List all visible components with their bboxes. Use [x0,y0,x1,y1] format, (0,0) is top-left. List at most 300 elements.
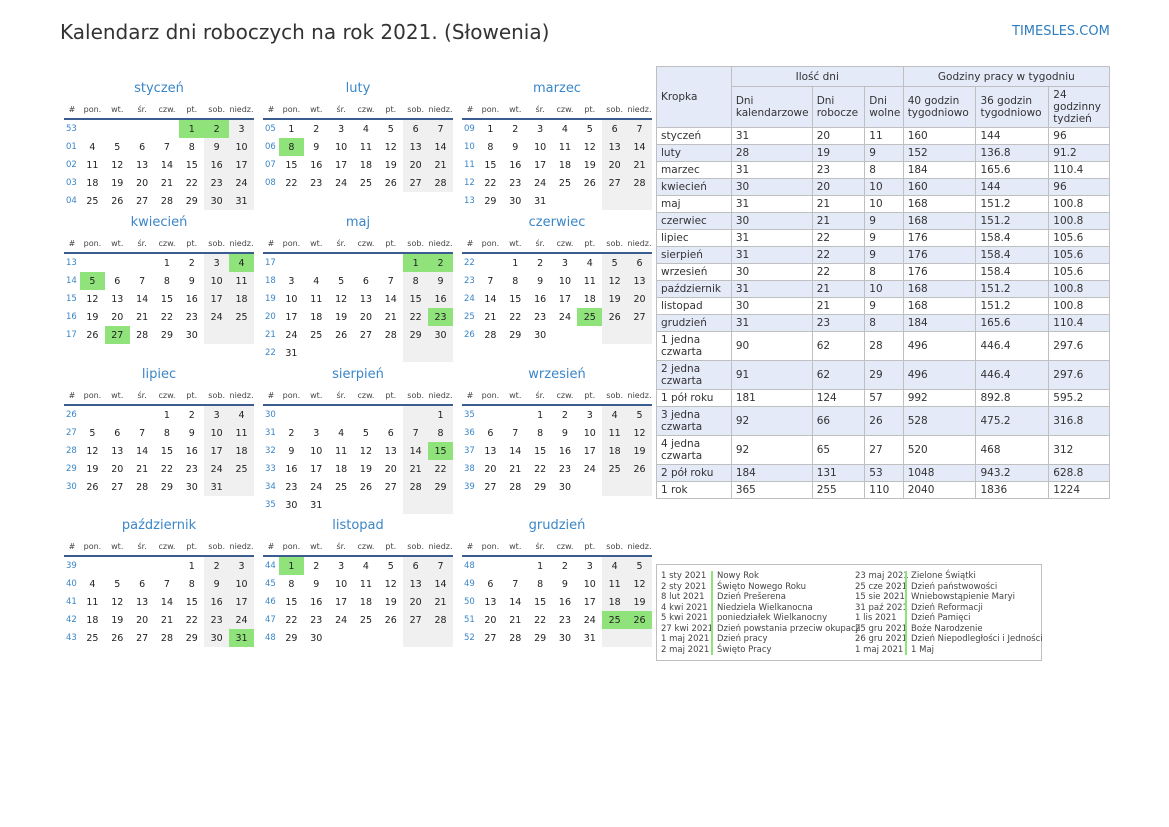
day-cell [279,405,304,424]
day-cell [428,496,453,514]
day-cell: 16 [310,596,323,608]
month-name: listopad [332,518,384,533]
day-cell: 28 [136,481,149,493]
weekday-header-row [64,100,254,119]
weekday-header: czw. [155,234,180,253]
day-cell: 11 [359,578,372,590]
value-cell: 100.8 [1049,196,1110,213]
weekday-header: sob. [204,386,229,405]
value-cell: 151.2 [976,298,1049,315]
day-cell [478,556,503,575]
day-cell: 22 [534,614,547,626]
value-cell: 110.4 [1049,315,1110,332]
day-cell [130,119,155,138]
week-number: 18 [265,276,276,286]
summary-row [657,281,1110,298]
day-cell [478,405,503,424]
holiday-date: 31 paź 2021 [855,602,908,613]
value-cell: 30 [731,179,812,196]
summary-row [657,230,1110,247]
week-number: 28 [66,446,77,456]
period-cell: maj [657,196,732,213]
week-number: 13 [66,258,77,268]
day-cell: 24 [534,177,547,189]
value-cell: 22 [812,230,865,247]
day-cell: 4 [338,427,345,439]
day-cell: 26 [627,460,652,478]
weekday-header: niedz. [229,386,254,405]
weekday-header: wt. [304,100,329,119]
week-number: 06 [265,142,276,152]
day-cell: 23 [310,614,323,626]
week-row [462,290,652,308]
holiday-name: Dzień Pamięci [905,613,971,624]
month-calendar [462,364,652,496]
day-cell [80,405,105,424]
period-cell: luty [657,145,732,162]
day-cell: 29 [484,195,497,207]
day-cell: 24 [204,308,229,326]
day-cell: 15 [428,442,453,460]
day-cell: 4 [362,560,369,572]
day-cell: 6 [362,275,369,287]
week-number: 50 [464,597,475,607]
weekday-header: wt. [503,537,528,556]
weekday-header: śr. [130,537,155,556]
day-cell: 15 [285,159,298,171]
day-cell: 17 [204,290,229,308]
day-cell: 31 [229,629,254,647]
weekday-header: niedz. [627,537,652,556]
day-cell: 9 [428,272,453,290]
day-cell [503,556,528,575]
value-cell: 21 [812,298,865,315]
month-name: styczeń [134,81,184,96]
weekday-header: czw. [155,100,180,119]
value-cell: 131 [812,465,865,482]
day-cell: 9 [512,141,519,153]
day-cell: 23 [204,611,229,629]
month-calendar [64,78,254,210]
holiday-item [661,613,860,624]
value-cell: 28 [731,145,812,162]
day-cell: 5 [387,560,394,572]
day-cell: 19 [384,596,397,608]
week-row [64,593,254,611]
value-cell: 22 [812,247,865,264]
week-row [462,119,652,138]
day-cell: 31 [534,195,547,207]
day-cell: 26 [111,632,124,644]
day-cell: 18 [558,159,571,171]
day-cell: 30 [558,481,571,493]
week-row [64,478,254,496]
week-number: 31 [265,428,276,438]
sub-header: Dni wolne [865,87,903,128]
day-cell: 19 [335,311,348,323]
day-cell: 17 [335,596,348,608]
value-cell: 158.4 [976,230,1049,247]
day-cell: 23 [185,463,198,475]
weekday-header: śr. [329,537,354,556]
weekday-header: sob. [204,234,229,253]
day-cell: 28 [428,174,453,192]
holiday-date: 8 lut 2021 [661,592,705,602]
site-link[interactable]: TIMESLES.COM [1012,24,1110,39]
value-cell: 176 [903,230,976,247]
day-cell: 11 [86,159,99,171]
week-number: 17 [265,258,276,268]
day-cell: 25 [602,611,627,629]
day-cell: 10 [229,575,254,593]
weekday-header: śr. [130,100,155,119]
day-cell [378,405,403,424]
weekday-header: pt. [577,100,602,119]
sub-header: 24 godzinny tydzień [1049,87,1110,128]
day-cell: 18 [310,311,323,323]
month-table [64,100,254,210]
day-cell: 20 [403,156,428,174]
week-number: 11 [464,160,475,170]
value-cell: 446.4 [976,332,1049,361]
value-cell: 96 [1049,179,1110,196]
day-cell: 27 [105,326,130,344]
value-cell: 53 [865,465,903,482]
week-number: 52 [464,633,475,643]
day-cell: 11 [229,272,254,290]
week-number: 51 [464,615,475,625]
day-cell: 2 [512,123,519,135]
period-cell: 2 jedna czwarta [657,361,732,390]
week-row [462,575,652,593]
day-cell: 3 [288,275,295,287]
day-cell: 5 [362,427,369,439]
month-table [462,386,652,496]
day-cell: 7 [139,275,146,287]
week-row [263,405,453,424]
week-row [64,629,254,647]
week-number: 53 [66,124,77,134]
day-cell: 28 [136,329,149,341]
day-cell: 15 [403,290,428,308]
month-table [462,537,652,647]
week-row [462,192,652,210]
weekday-header: sob. [403,386,428,405]
day-cell: 3 [313,427,320,439]
weekday-header: sob. [204,537,229,556]
week-row [64,460,254,478]
weekday-header: pon. [80,537,105,556]
month-name: sierpień [332,367,384,382]
day-cell: 10 [335,578,348,590]
day-cell: 7 [627,119,652,138]
holiday-date: 25 gru 2021 [855,623,908,634]
value-cell: 8 [865,315,903,332]
day-cell: 15 [185,159,198,171]
month-name: maj [345,215,371,230]
day-cell: 30 [558,632,571,644]
holiday-name: Dzień Prešerena [711,592,786,603]
week-row [64,253,254,272]
week-number: 09 [464,124,475,134]
summary-row [657,179,1110,196]
day-cell: 17 [229,156,254,174]
day-cell: 12 [627,575,652,593]
day-cell: 8 [188,578,195,590]
value-cell: 181 [731,390,812,407]
week-number: 49 [464,579,475,589]
weekday-header: wt. [304,386,329,405]
holiday-date: 23 maj 2021 [855,571,909,581]
day-cell: 26 [384,177,397,189]
day-cell [105,556,130,575]
day-cell: 16 [534,293,547,305]
month-table [263,386,453,514]
day-cell: 22 [534,463,547,475]
day-cell [403,344,428,362]
weekday-header: śr. [528,100,553,119]
day-cell: 1 [428,405,453,424]
day-cell: 17 [534,159,547,171]
period-cell: 1 jedna czwarta [657,332,732,361]
weekday-header: sob. [204,100,229,119]
day-cell: 2 [188,409,195,421]
value-cell: 158.4 [976,264,1049,281]
day-cell: 5 [387,123,394,135]
week-number: 10 [464,142,475,152]
holiday-item [661,624,860,635]
day-cell: 9 [313,141,320,153]
day-cell: 13 [384,445,397,457]
day-cell: 11 [602,424,627,442]
weekday-header: # [263,386,279,405]
value-cell: 152 [903,145,976,162]
day-cell: 29 [285,632,298,644]
day-cell: 8 [163,275,170,287]
week-row [64,326,254,344]
weekday-header: # [263,537,279,556]
value-cell: 91.2 [1049,145,1110,162]
day-cell: 24 [229,174,254,192]
weekday-header: # [462,386,478,405]
value-cell: 943.2 [976,465,1049,482]
week-number: 44 [265,561,276,571]
sub-header: 40 godzin tygodniowo [903,87,976,128]
value-cell: 65 [812,436,865,465]
value-cell: 26 [865,407,903,436]
day-cell: 9 [537,275,544,287]
value-cell: 255 [812,482,865,499]
value-cell: 19 [812,145,865,162]
week-number: 20 [265,312,276,322]
week-row [462,138,652,156]
day-cell [80,253,105,272]
day-cell [354,496,379,514]
value-cell: 27 [865,436,903,465]
weekday-header: # [263,100,279,119]
day-cell: 2 [204,119,229,138]
day-cell: 26 [583,177,596,189]
day-cell: 18 [602,442,627,460]
week-row [462,593,652,611]
day-cell [155,119,180,138]
day-cell: 2 [428,253,453,272]
holiday-item [661,634,860,645]
day-cell: 4 [229,253,254,272]
month-table [64,537,254,647]
day-cell: 12 [86,293,99,305]
day-cell: 24 [229,611,254,629]
period-cell: 4 jedna czwarta [657,436,732,465]
day-cell: 13 [627,272,652,290]
day-cell: 18 [229,442,254,460]
holiday-name: Dzień Reformacji [905,603,983,614]
value-cell: 90 [731,332,812,361]
day-cell: 1 [537,409,544,421]
day-cell: 12 [359,445,372,457]
summary-row [657,436,1110,465]
week-row [64,575,254,593]
value-cell: 165.6 [976,162,1049,179]
value-cell: 1836 [976,482,1049,499]
day-cell: 21 [428,156,453,174]
period-cell: 3 jedna czwarta [657,407,732,436]
day-cell: 23 [285,481,298,493]
day-cell: 22 [484,177,497,189]
weekday-header: śr. [130,234,155,253]
day-cell: 3 [537,123,544,135]
holiday-name: Niedziela Wielkanocna [711,603,813,614]
month-table [263,234,453,362]
day-cell: 5 [627,405,652,424]
week-row [64,272,254,290]
value-cell: 110.4 [1049,162,1110,179]
day-cell: 1 [163,257,170,269]
weekday-header: niedz. [627,100,652,119]
day-cell: 24 [204,460,229,478]
month-calendar [263,515,453,647]
value-cell: 168 [903,196,976,213]
day-cell: 7 [512,578,519,590]
day-cell: 2 [288,427,295,439]
value-cell: 297.6 [1049,361,1110,390]
week-row [462,253,652,272]
summary-row [657,361,1110,390]
weekday-header-row [64,234,254,253]
day-cell: 11 [558,141,571,153]
week-number: 25 [464,312,475,322]
day-cell: 19 [111,614,124,626]
day-cell: 27 [403,611,428,629]
sub-header: Dni kalendarzowe [731,87,812,128]
day-cell: 1 [279,556,304,575]
value-cell: 96 [1049,128,1110,145]
value-cell: 23 [812,315,865,332]
day-cell: 14 [428,575,453,593]
day-cell: 19 [602,290,627,308]
value-cell: 91 [731,361,812,390]
week-number: 07 [265,160,276,170]
day-cell: 10 [229,138,254,156]
weekday-header: pon. [80,234,105,253]
month-name: czerwiec [528,215,586,230]
day-cell: 6 [487,578,494,590]
day-cell: 1 [487,123,494,135]
day-cell: 17 [558,293,571,305]
day-cell: 4 [586,257,593,269]
weekday-header: pt. [378,537,403,556]
day-cell: 14 [509,445,522,457]
summary-row [657,315,1110,332]
week-row [462,478,652,496]
day-cell: 22 [185,614,198,626]
summary-row [657,264,1110,281]
day-cell: 8 [537,427,544,439]
period-cell: 2 pół roku [657,465,732,482]
value-cell: 31 [731,128,812,145]
period-cell: sierpień [657,247,732,264]
weekday-header: # [64,234,80,253]
value-cell: 1048 [903,465,976,482]
day-cell [577,478,602,496]
day-cell: 17 [335,159,348,171]
period-cell: grudzień [657,315,732,332]
day-cell: 28 [403,478,428,496]
day-cell: 17 [204,442,229,460]
day-cell: 31 [310,499,323,511]
weekday-header: wt. [503,386,528,405]
day-cell: 21 [136,463,149,475]
value-cell: 31 [731,315,812,332]
day-cell: 30 [428,326,453,344]
day-cell [105,253,130,272]
day-cell: 16 [509,159,522,171]
weekday-header: niedz. [428,234,453,253]
week-row [462,156,652,174]
weekday-header: czw. [354,537,379,556]
value-cell: 105.6 [1049,247,1110,264]
holiday-date: 5 kwi 2021 [661,613,708,623]
page-title: Kalendarz dni roboczych na rok 2021. (Słowenia) [60,20,550,44]
month-name: kwiecień [130,215,188,230]
day-cell: 25 [359,614,372,626]
weekday-header: sob. [602,100,627,119]
day-cell: 29 [403,326,428,344]
week-row [263,556,453,575]
day-cell: 15 [534,596,547,608]
week-number: 30 [265,410,276,420]
value-cell: 105.6 [1049,230,1110,247]
day-cell [403,629,428,647]
week-number: 45 [265,579,276,589]
holiday-date: 1 maj 2021 [855,644,904,655]
day-cell: 18 [602,593,627,611]
day-cell: 9 [561,578,568,590]
day-cell [130,556,155,575]
week-number: 33 [265,464,276,474]
day-cell: 20 [384,463,397,475]
summary-row [657,332,1110,361]
week-number: 26 [464,330,475,340]
day-cell: 10 [335,141,348,153]
weekday-header: pon. [279,537,304,556]
weekday-header: pt. [179,537,204,556]
week-row [263,344,453,362]
week-number: 17 [66,330,77,340]
value-cell: 992 [903,390,976,407]
week-row [64,424,254,442]
week-number: 34 [265,482,276,492]
